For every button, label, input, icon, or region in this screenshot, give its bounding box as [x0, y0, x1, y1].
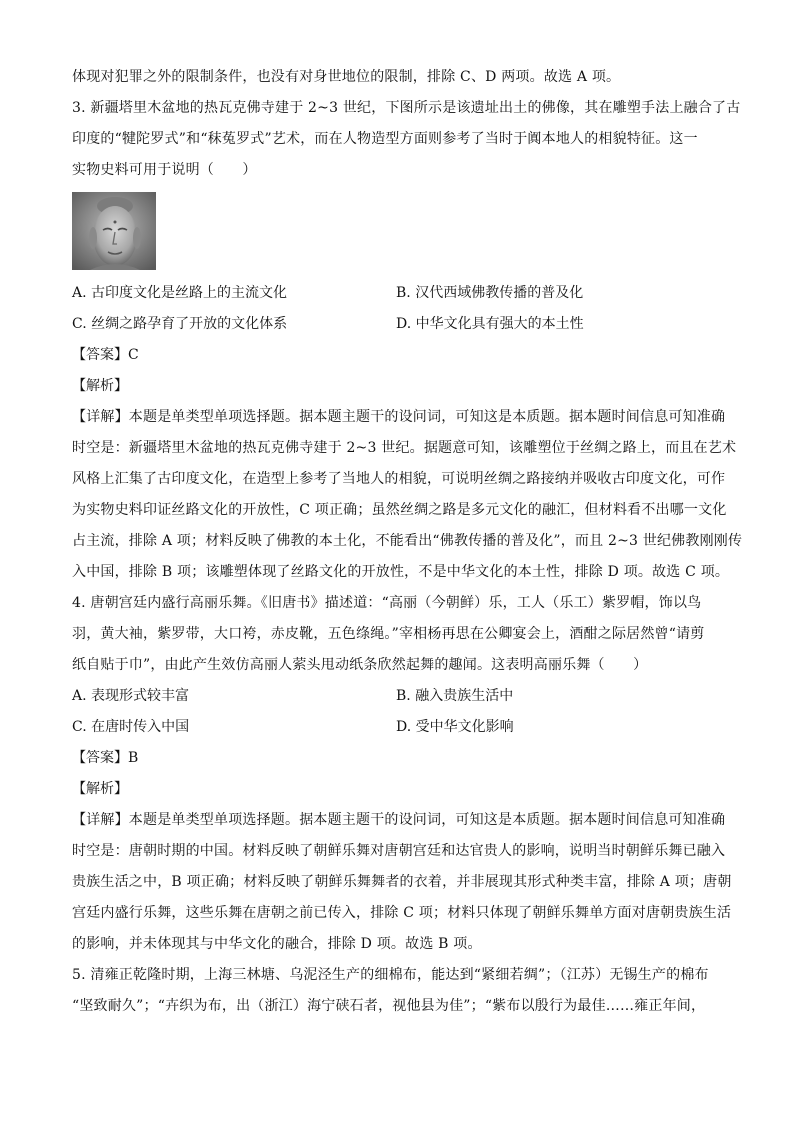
- carryover-line: 体现对犯罪之外的限制条件，也没有对身世地位的限制，排除 C、D 两项。故选 A 项。: [72, 69, 621, 85]
- question-4-analysis-tag: 【解析】: [72, 781, 128, 797]
- question-5-line-2: “坚致耐久”；“卉织为布，出（浙江）海宁硖石者，视他县为佳”；“紫布以殷行为最佳……雍正年间，: [72, 998, 706, 1014]
- question-4-detail-line-3: 贵族生活之中，B 项正确；材料反映了朝鲜乐舞舞者的衣着，并非展现其形式种类丰富，排除 A 项；唐朝: [72, 874, 732, 890]
- question-3-analysis-tag: 【解析】: [72, 378, 128, 394]
- question-4-options-row-2: [72, 712, 722, 743]
- question-4-line-3: 纸自贴于巾”，由此产生效仿高丽人萦头甩动纸条欣然起舞的趣闻。这表明高丽乐舞（ ）: [72, 657, 648, 673]
- question-3-detail-line-3: 风格上汇集了古印度文化，在造型上参考了当地人的相貌，可说明丝绸之路接纳并吸收古印度文化，可作: [72, 471, 726, 487]
- question-3-line-1: 3. 新疆塔里木盆地的热瓦克佛寺建于 2~3 世纪，下图所示是该遗址出土的佛像，其在雕塑手法上融合了古: [72, 100, 741, 116]
- question-3-detail-line-1: 【详解】本题是单类型单项选择题。据本题主题干的设问词，可知这是本质题。据本题时间信息可知准确: [72, 409, 726, 425]
- question-4-answer: 【答案】B: [72, 750, 139, 766]
- question-3-line-2: 印度的“犍陀罗式”和“秣菟罗式”艺术，而在人物造型方面则参考了当时于阗本地人的相貌特征。这一: [72, 131, 698, 147]
- question-4-detail-line-5: 的影响，并未体现其与中华文化的融合，排除 D 项。故选 B 项。: [72, 936, 482, 952]
- question-3-detail-line-2: 时空是：新疆塔里木盆地的热瓦克佛寺建于 2~3 世纪。据题意可知，该雕塑位于丝绸之路上，而且在艺术: [72, 440, 737, 456]
- question-3-detail-line-5: 占主流，排除 A 项；材料反映了佛教的本土化，不能看出“佛教传播的普及化”，而且 2~3 世纪佛教刚刚传: [72, 533, 743, 549]
- question-4-line-1: 4. 唐朝宫廷内盛行高丽乐舞。《旧唐书》描述道：“高丽（今朝鲜）乐，工人（乐工）紫罗帽，饰以鸟: [72, 595, 702, 611]
- question-3-line-3: 实物史料可用于说明（ ）: [72, 162, 257, 178]
- question-3-answer: 【答案】C: [72, 347, 139, 363]
- question-4-option-d: D. 受中华文化影响: [396, 719, 514, 735]
- question-3-option-b: B. 汉代西域佛教传播的普及化: [396, 285, 584, 301]
- question-3-option-a: A. 古印度文化是丝路上的主流文化: [72, 285, 288, 301]
- question-4-option-a: A. 表现形式较丰富: [72, 688, 190, 704]
- question-4-detail-line-2: 时空是：唐朝时期的中国。材料反映了朝鲜乐舞对唐朝宫廷和达官贵人的影响，说明当时朝鲜乐舞已融入: [72, 843, 726, 859]
- question-4-options-row-1: [72, 681, 722, 712]
- question-3: [72, 93, 743, 588]
- question-4-option-c: C. 在唐时传入中国: [72, 719, 190, 735]
- question-3-detail-line-6: 入中国，排除 B 项；该雕塑体现了丝路文化的开放性，不是中华文化的本土性，排除 D 项。故选 C 项。: [72, 564, 730, 580]
- question-3-detail-line-4: 为实物史料印证丝路文化的开放性，C 项正确；虽然丝绸之路是多元文化的融汇，但材料看不出哪一文化: [72, 502, 727, 518]
- question-3-option-d: D. 中华文化具有强大的本土性: [396, 316, 584, 332]
- question-5-line-1: 5. 清雍正乾隆时期，上海三林塘、乌泥泾生产的细棉布，能达到“紧细若绸”；（江苏）无锡生产的棉布: [72, 967, 709, 983]
- document-page: [72, 62, 743, 1022]
- question-3-options-row-2: [72, 309, 722, 340]
- buddha-statue-photo: [72, 192, 156, 270]
- question-3-option-c: C. 丝绸之路孕育了开放的文化体系: [72, 316, 288, 332]
- question-4: [72, 588, 732, 960]
- question-5: [72, 960, 722, 1022]
- question-3-options-row-1: [72, 278, 722, 309]
- question-4-detail-line-1: 【详解】本题是单类型单项选择题。据本题主题干的设问词，可知这是本质题。据本题时间信息可知准确: [72, 812, 726, 828]
- question-4-option-b: B. 融入贵族生活中: [396, 688, 514, 704]
- question-4-detail-line-4: 宫廷内盛行乐舞，这些乐舞在唐朝之前已传入，排除 C 项；材料只体现了朝鲜乐舞单方面对唐朝贵族生活: [72, 905, 732, 921]
- question-4-line-2: 羽，黄大袖，紫罗带，大口袴，赤皮靴，五色绦绳。”宰相杨再思在公卿宴会上，酒酣之际居然曾“请剪: [72, 626, 705, 642]
